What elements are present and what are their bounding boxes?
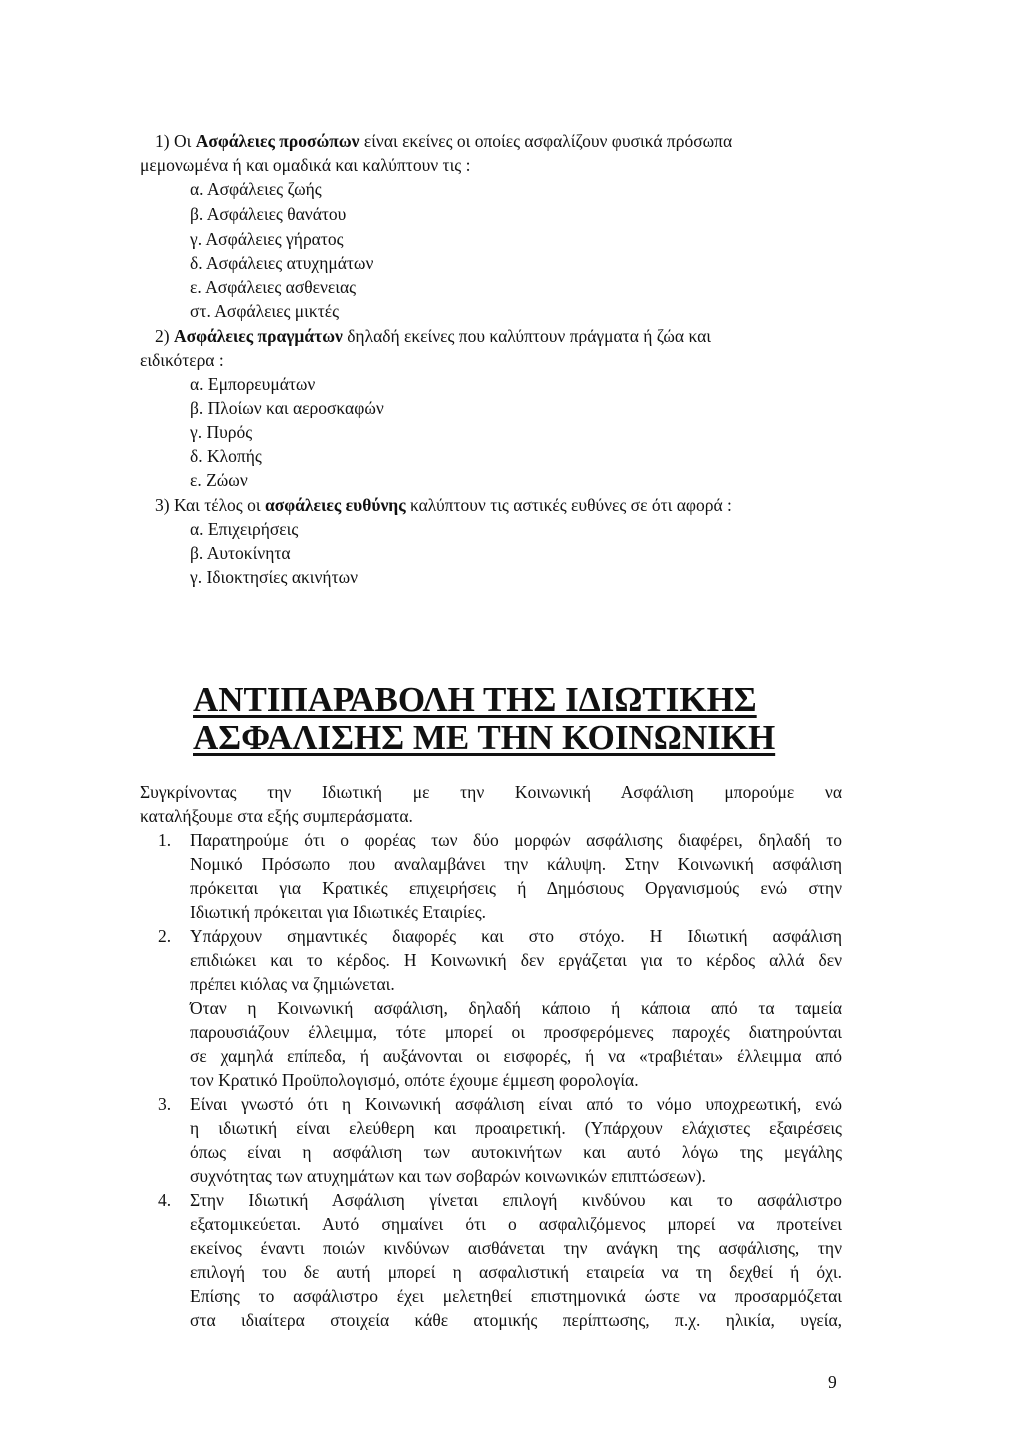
section-heading-line2: ΑΣΦΑΛΙΣΗΣ ΜΕ ΤΗΝ ΚΟΙΝΩΝΙΚΗ xyxy=(193,718,776,757)
list-item: α. Εμπορευμάτων xyxy=(190,374,316,394)
point-line: Επίσης το ασφάλιστρο έχει μελετηθεί επιστημονικά ώστε να προσαρμόζεται xyxy=(190,1286,842,1306)
list-item: β. Αυτοκίνητα xyxy=(190,543,291,563)
point-line: η ιδιωτική είναι ελεύθερη και προαιρετική. (Υπάρχουν ελάχιστες εξαιρέσεις xyxy=(190,1118,842,1138)
list-item: β. Ασφάλειες θανάτου xyxy=(190,204,347,224)
section-heading-line1: ΑΝΤΙΠΑΡΑΒΟΛΗ ΤΗΣ ΙΔΙΩΤΙΚΗΣ xyxy=(193,680,757,719)
point-line: Υπάρχουν σημαντικές διαφορές και στο στόχο. Η Ιδιωτική ασφάλιση xyxy=(190,926,842,946)
list-item: α. Ασφάλειες ζωής xyxy=(190,179,322,199)
point-line: Είναι γνωστό ότι η Κοινωνική ασφάλιση είναι από το νόμο υποχρεωτική, ενώ xyxy=(190,1094,842,1114)
page-number: 9 xyxy=(828,1372,837,1392)
point-line: επιδιώκει και το κέρδος. Η Κοινωνική δεν εργάζεται για το κέρδος αλλά δεν xyxy=(190,950,842,970)
comparison-intro-line1: Συγκρίνοντας την Ιδιωτική με την Κοινωνική Ασφάλιση μπορούμε να xyxy=(140,782,842,802)
comparison-intro-line2: καταλήξουμε στα εξής συμπεράσματα. xyxy=(140,806,413,826)
list-item: γ. Ιδιοκτησίες ακινήτων xyxy=(190,567,359,587)
point-number: 1. xyxy=(158,830,172,850)
list-item: γ. Πυρός xyxy=(190,422,253,442)
point-line: όπως είναι η ασφάλιση των αυτοκινήτων και αυτό λόγω της μεγάλης xyxy=(190,1142,842,1162)
point-line: συχνότητας των ατυχημάτων και των σοβαρών κοινωνικών επιπτώσεων). xyxy=(190,1166,706,1186)
point-line: πρόκειται για Κρατικές επιχειρήσεις ή Δημόσιους Οργανισμούς ενώ στην xyxy=(190,878,842,898)
list-item: α. Επιχειρήσεις xyxy=(190,519,299,539)
point-line: Παρατηρούμε ότι ο φορέας των δύο μορφών ασφάλισης διαφέρει, δηλαδή το xyxy=(190,830,842,850)
section1-intro-line2: μεμονωμένα ή και ομαδικά και καλύπτουν τις : xyxy=(140,155,471,175)
point-line: Στην Ιδιωτική Ασφάλιση γίνεται επιλογή κινδύνου και το ασφάλιστρο xyxy=(190,1190,842,1210)
point-line: εκείνος έναντι ποιών κινδύνων αισθάνεται την ανάγκη της ασφάλισης, την xyxy=(190,1238,842,1258)
list-item: ε. Ασφάλειες ασθενειας xyxy=(190,277,357,297)
list-item: β. Πλοίων και αεροσκαφών xyxy=(190,398,384,418)
property-insurance-term: Ασφάλειες πραγμάτων xyxy=(173,326,343,346)
point-line: σε χαμηλά επίπεδα, ή αυξάνονται οι εισφορές, ή να «τραβιέται» έλλειμμα από xyxy=(190,1046,842,1066)
section3-intro: 3) Και τέλος οι ασφάλειες ευθύνης καλύπτουν τις αστικές ευθύνες σε ότι αφορά : xyxy=(155,495,732,515)
list-item: δ. Ασφάλειες ατυχημάτων xyxy=(190,253,374,273)
list-item: ε. Ζώων xyxy=(190,470,248,490)
section2-intro-line2: ειδικότερα : xyxy=(140,350,224,370)
list-item: στ. Ασφάλειες μικτές xyxy=(190,301,340,321)
personal-insurance-term: Ασφάλειες προσώπων xyxy=(195,131,360,151)
point-line: στα ιδιαίτερα στοιχεία κάθε ατομικής περίπτωσης, π.χ. ηλικία, υγεία, xyxy=(190,1310,842,1330)
point-line: Νομικό Πρόσωπο που αναλαμβάνει την κάλυψη. Στην Κοινωνική ασφάλιση xyxy=(190,854,842,874)
point-line: Όταν η Κοινωνική ασφάλιση, δηλαδή κάποιο ή κάποια από τα ταμεία xyxy=(190,998,842,1018)
point-number: 4. xyxy=(158,1190,172,1210)
list-item: δ. Κλοπής xyxy=(190,446,262,466)
point-number: 2. xyxy=(158,926,172,946)
point-line: πρέπει κιόλας να ζημιώνεται. xyxy=(190,974,395,994)
liability-insurance-term: ασφάλειες ευθύνης xyxy=(264,495,406,515)
point-line: εξατομικεύεται. Αυτό σημαίνει ότι ο ασφαλιζόμενος μπορεί να προτείνει xyxy=(190,1214,842,1234)
list-item: γ. Ασφάλειες γήρατος xyxy=(190,229,344,249)
section2-intro: 2) Ασφάλειες πραγμάτων δηλαδή εκείνες που καλύπτουν πράγματα ή ζώα και xyxy=(155,326,712,346)
point-line: τον Κρατικό Προϋπολογισμό, οπότε έχουμε έμμεση φορολογία. xyxy=(190,1070,639,1090)
section1-intro: 1) Οι Ασφάλειες προσώπων είναι εκείνες οι οποίες ασφαλίζουν φυσικά πρόσωπα xyxy=(155,131,733,151)
point-line: παρουσιάζουν έλλειμμα, τότε μπορεί οι προσφερόμενες παροχές διατηρούνται xyxy=(190,1022,842,1042)
point-line: επιλογή του δε αυτή μπορεί η ασφαλιστική εταιρεία να τη δεχθεί ή όχι. xyxy=(190,1262,842,1282)
point-line: Ιδιωτική πρόκειται για Ιδιωτικές Εταιρίες. xyxy=(190,902,487,922)
point-number: 3. xyxy=(158,1094,172,1114)
